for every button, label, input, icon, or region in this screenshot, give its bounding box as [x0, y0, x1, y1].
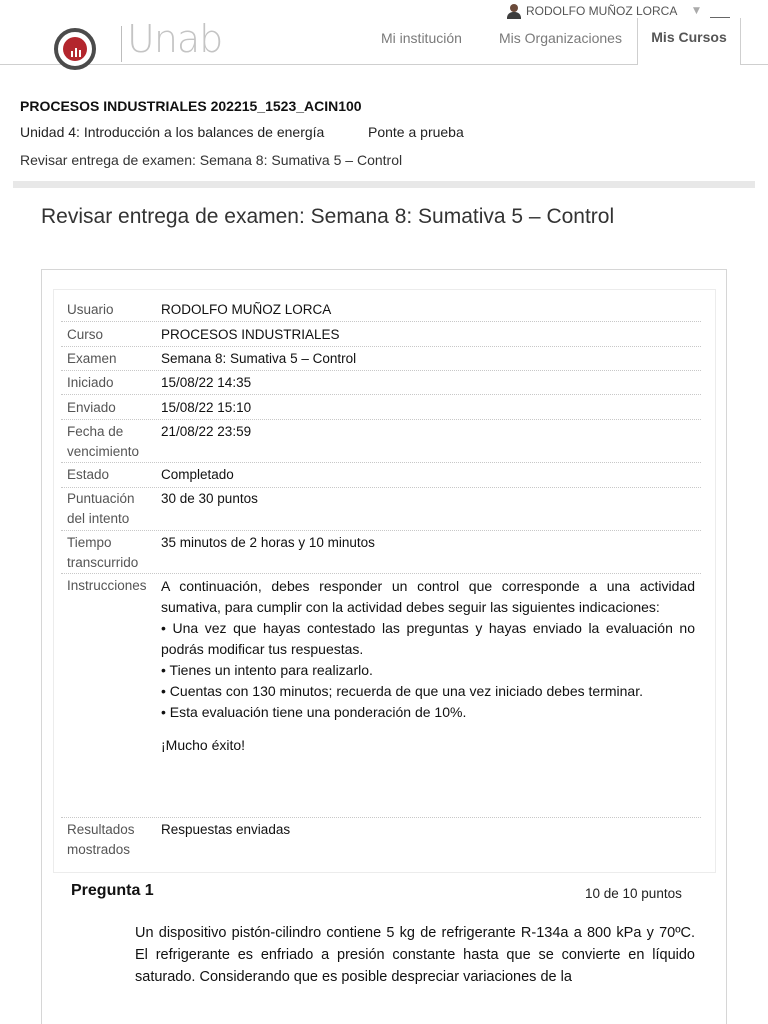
detail-label: Examen — [67, 351, 117, 366]
unab-logo-icon[interactable] — [54, 28, 96, 70]
nav-mis-cursos[interactable]: Mis Cursos — [637, 18, 741, 65]
detail-row-enviado — [61, 398, 701, 420]
detail-value: Respuestas enviadas — [161, 822, 291, 837]
breadcrumb-current: Revisar entrega de examen: Semana 8: Sumativa 5 – Control — [20, 152, 403, 168]
detail-row-fecha-vencimiento — [61, 422, 701, 463]
detail-row-curso — [61, 325, 701, 347]
nav-mis-organizaciones[interactable]: Mis Organizaciones — [499, 30, 622, 46]
detail-row-resultados — [61, 820, 701, 862]
detail-row-examen — [61, 349, 701, 371]
nav-mi-institucion[interactable]: Mi institución — [381, 30, 462, 46]
detail-row-usuario — [61, 300, 701, 322]
detail-value: 30 de 30 puntos — [161, 491, 258, 506]
detail-label: Instrucciones — [67, 578, 147, 593]
detail-label: Usuario — [67, 302, 114, 317]
detail-label: Puntuación del intento — [67, 491, 135, 526]
question-title: Pregunta 1 — [71, 882, 154, 899]
instructions-intro: A continuación, debes responder un control que corresponde a una actividad sumativa, para cumplir con la actividad debes seguir las siguientes indicaciones: — [161, 578, 695, 615]
breadcrumb-unit[interactable]: Unidad 4: Introducción a los balances de energía — [20, 124, 325, 140]
detail-label: Curso — [67, 327, 104, 342]
user-name[interactable]: RODOLFO MUÑOZ LORCA — [526, 4, 678, 18]
detail-label: Tiempo transcurrido — [67, 535, 139, 570]
detail-row-instrucciones — [61, 576, 701, 818]
detail-label: Iniciado — [67, 375, 114, 390]
detail-value: Semana 8: Sumativa 5 – Control — [161, 351, 357, 366]
question-points: 10 de 10 puntos — [585, 886, 682, 901]
breadcrumb-divider — [13, 181, 755, 188]
detail-value: 21/08/22 23:59 — [161, 424, 252, 439]
detail-label: Estado — [67, 467, 110, 482]
top-bar — [0, 0, 768, 65]
detail-value: RODOLFO MUÑOZ LORCA — [161, 302, 332, 317]
detail-label: Resultados mostrados — [67, 822, 135, 857]
instructions-closing: ¡Mucho éxito! — [161, 737, 246, 753]
page-title: Revisar entrega de examen: Semana 8: Sumativa 5 – Control — [41, 205, 615, 228]
breadcrumb — [0, 66, 768, 184]
instructions-bullet: • Una vez que hayas contestado las preguntas y hayas enviado la evaluación no podrás modificar tus respuestas. — [161, 620, 695, 657]
logo-divider — [121, 26, 122, 62]
detail-value: 35 minutos de 2 horas y 10 minutos — [161, 535, 375, 550]
breadcrumb-test[interactable]: Ponte a prueba — [368, 124, 464, 140]
detail-row-iniciado — [61, 373, 701, 395]
user-menu[interactable] — [506, 3, 677, 19]
detail-value: Completado — [161, 467, 234, 482]
instructions-bullet: • Cuentas con 130 minutos; recuerda de que una vez iniciado debes terminar. — [161, 683, 643, 699]
instructions-bullet: • Tienes un intento para realizarlo. — [161, 662, 373, 678]
detail-value: 15/08/22 15:10 — [161, 400, 252, 415]
instructions-text — [161, 576, 695, 756]
detail-row-estado — [61, 465, 701, 488]
detail-label: Fecha de vencimiento — [67, 424, 140, 459]
breadcrumb-course[interactable]: PROCESOS INDUSTRIALES 202215_1523_ACIN100 — [20, 98, 362, 114]
chevron-down-icon[interactable]: ▼ — [693, 6, 700, 16]
detail-row-puntuacion — [61, 489, 701, 531]
detail-row-tiempo — [61, 533, 701, 574]
detail-value: PROCESOS INDUSTRIALES — [161, 327, 340, 342]
instructions-bullet: • Esta evaluación tiene una ponderación de 10%. — [161, 704, 467, 720]
avatar-icon — [506, 3, 522, 19]
detail-value: 15/08/22 14:35 — [161, 375, 252, 390]
question-text: Un dispositivo pistón-cilindro contiene 5 kg de refrigerante R-134a a 800 kPa y 70ºC. El refrigerante es enfriado a presión constante hasta que se convierte en líquido saturado. Considerando que es posible despreciar variaciones de la — [135, 925, 695, 985]
brand-name[interactable]: Unab — [127, 17, 223, 61]
detail-label: Enviado — [67, 400, 116, 415]
